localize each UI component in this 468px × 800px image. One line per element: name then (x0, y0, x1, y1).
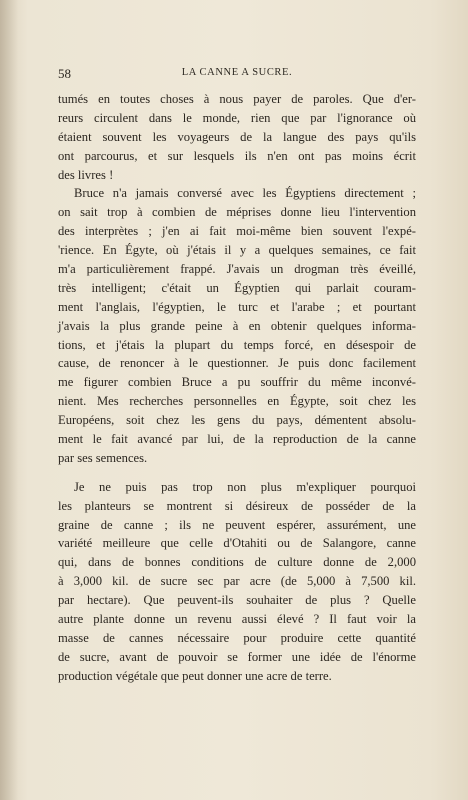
text-line: graine de canne ; ils ne peuvent espérer, assurément, une (58, 517, 416, 532)
text-line: production végétale que peut donner une acre de terre. (58, 668, 332, 683)
text-line: me figurer combien Bruce a pu souffrir du même inconvé- (58, 375, 416, 390)
text-line: nient. Mes recherches personnelles en Égypte, soit chez les (58, 394, 416, 409)
text-line: des livres ! (58, 167, 114, 182)
text-line: cause, de renoncer à le questionner. Je puis donc facilement (58, 356, 416, 371)
text-line: par hectare). Que peuvent-ils souhaiter de plus ? Quelle (58, 593, 416, 608)
paragraph (58, 478, 416, 686)
text-line: Je ne puis pas trop non plus m'expliquer pourquoi (74, 479, 416, 494)
text-line: tumés en toutes choses à nous payer de paroles. Que d'er- (58, 92, 416, 106)
running-title: LA CANNE A SUCRE. (181, 67, 293, 78)
text-line: des interprètes ; j'en ai fait moi-même bien souvent l'expé- (58, 224, 416, 239)
text-line: de sucre, avant de pouvoir se former une idée de l'énorme (58, 649, 416, 664)
text-line: étaient souvent les voyageurs de la langue des pays qu'ils (58, 129, 416, 144)
page-gutter-shadow (0, 0, 18, 800)
text-line: ment l'anglais, l'égyptien, le turc et l'arabe ; et pourtant (58, 299, 416, 314)
paragraph (58, 184, 416, 467)
text-line: qui, dans de bonnes conditions de culture donne de 2,000 (58, 555, 416, 570)
text-line: on sait trop à combien de méprises donne lieu l'intervention (58, 205, 416, 220)
text-line: ont parcourus, et sur lesquels ils n'en ont pas moins écrit (58, 148, 416, 163)
text-line: variété meilleure que celle d'Otahiti ou de Salangore, canne (58, 536, 416, 551)
text-line: à 3,000 kil. de sucre sec par acre (de 5,000 à 7,500 kil. (58, 574, 416, 589)
text-line: autre plante donne un revenu aussi élevé ? Il faut voir la (58, 612, 416, 627)
paragraph-gap (58, 468, 416, 478)
text-line: les planteurs se montrent si désireux de posséder de la (58, 498, 416, 513)
text-line: masse de cannes nécessaire pour produire cette quantité (58, 630, 416, 645)
text-line: ment le fait avancé par lui, de la reproduction de la canne (58, 432, 416, 447)
paragraph (58, 90, 416, 184)
text-line: très intelligent; c'était un Égyptien qui parlait couram- (58, 280, 416, 295)
body-text (58, 90, 416, 686)
text-line: tions, et j'étais la plupart du temps forcé, en désespoir de (58, 337, 416, 352)
text-line: j'avais la plus grande peine à en obtenir quelques informa- (58, 318, 416, 333)
text-line: reurs circulent dans le monde, rien que par l'ignorance où (58, 110, 416, 125)
page-header (58, 66, 416, 82)
text-line: Bruce n'a jamais conversé avec les Égyptiens directement ; (74, 186, 416, 201)
text-line: Européens, soit chez les gens du pays, démentent absolu- (58, 413, 416, 428)
text-line: par ses semences. (58, 450, 148, 465)
text-line: 'rience. En Égyte, où j'étais il y a quelques semaines, ce fait (58, 243, 416, 258)
page-number: 58 (58, 66, 71, 81)
text-line: m'a particulièrement frappé. J'avais un drogman très éveillé, (58, 262, 416, 277)
